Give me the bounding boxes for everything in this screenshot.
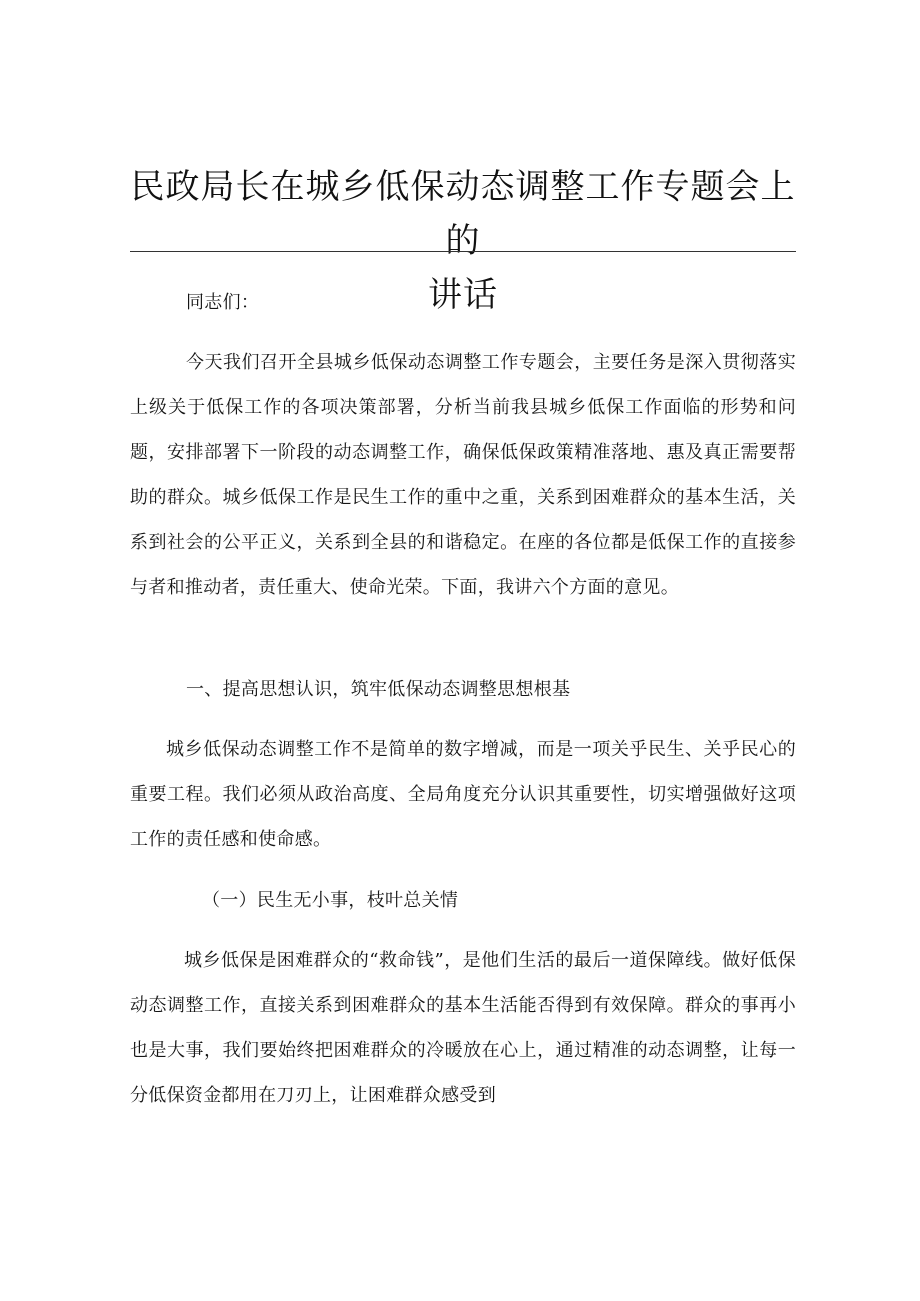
title-line-2: 讲话	[428, 275, 498, 315]
paragraph-subsection-1: 城乡低保是困难群众的“救命钱”，是他们生活的最后一道保障线。做好低保动态调整工作，直接关系到困难群众的基本生活能否得到有效保障。群众的事再小也是大事，我们要始终把困难群众的冷暖放在心上，通过精准的动态调整，让每一分低保资金都用在刀刃上，让困难群众感受到	[130, 950, 796, 1106]
greeting: 同志们：	[186, 292, 260, 313]
paragraph-intro: 今天我们召开全县城乡低保动态调整工作专题会，主要任务是深入贯彻落实上级关于低保工作的各项决策部署，分析当前我县城乡低保工作面临的形势和问题，安排部署下一阶段的动态调整工作，确保低保政策精准落地、惠及真正需要帮助的群众。城乡低保工作是民生工作的重中之重，关系到困难群众的基本生活，关系到社会的公平正义，关系到全县的和谐稳定。在座的各位都是低保工作的直接参与者和推动者，责任重大、使命光荣。下面，我讲六个方面的意见。	[130, 352, 796, 598]
title-line-1: 民政局长在城乡低保动态调整工作专题会上的	[130, 167, 796, 261]
title-underline	[130, 251, 796, 252]
subsection-heading-1: （一）民生无小事，枝叶总关情	[202, 890, 459, 911]
section-heading-1: 一、提高思想认识，筑牢低保动态调整思想根基	[186, 679, 571, 700]
paragraph-section-1: 城乡低保动态调整工作不是简单的数字增减，而是一项关乎民生、关乎民心的重要工程。我们必须从政治高度、全局角度充分认识其重要性，切实增强做好这项工作的责任感和使命感。	[130, 739, 796, 850]
